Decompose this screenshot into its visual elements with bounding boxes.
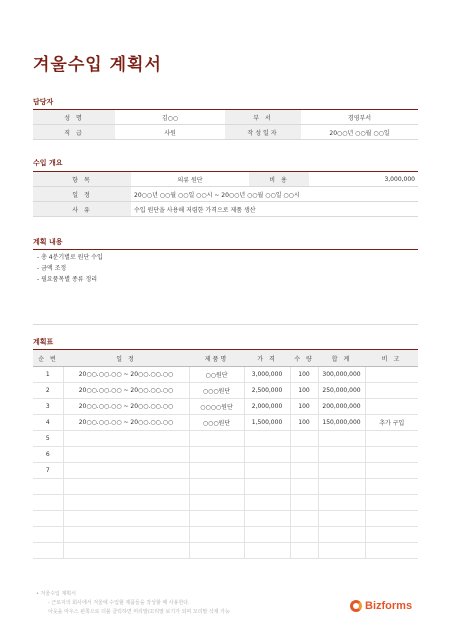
row-no[interactable] (33, 495, 63, 511)
row-total[interactable]: 300,000,000 (318, 367, 365, 383)
schedule-section-label: 계획표 (33, 338, 54, 346)
item-value[interactable]: 의류 원단 (131, 172, 249, 187)
row-qty[interactable] (290, 431, 318, 447)
schedule-body (33, 367, 418, 559)
row-no[interactable]: 1 (33, 367, 63, 383)
row-total[interactable] (318, 447, 365, 463)
row-note[interactable]: 추가 구입 (365, 415, 418, 431)
row-period[interactable] (63, 495, 189, 511)
manager-table (33, 109, 418, 140)
reason-value[interactable]: 수입 원단을 사용해 저렴한 가격으로 제품 생산 (131, 202, 418, 217)
row-product[interactable]: ○○○원단 (189, 383, 244, 399)
row-period[interactable] (63, 463, 189, 479)
plan-line: - 총 4분기별로 원단 수입 (37, 254, 103, 261)
row-period[interactable]: 20○○.○○.○○ ~ 20○○.○○.○○ (63, 415, 189, 431)
row-no[interactable]: 5 (33, 431, 63, 447)
row-period[interactable] (63, 511, 189, 527)
row-no[interactable] (33, 479, 63, 495)
row-total[interactable] (318, 543, 365, 559)
overview-row (33, 172, 418, 187)
header-price: 가 격 (244, 350, 290, 367)
row-price[interactable] (244, 511, 290, 527)
header-note: 비 고 (365, 350, 418, 367)
row-product[interactable] (189, 463, 244, 479)
row-price[interactable]: 1,500,000 (244, 415, 290, 431)
row-product[interactable] (189, 543, 244, 559)
row-qty[interactable] (290, 495, 318, 511)
row-price[interactable]: 2,000,000 (244, 399, 290, 415)
date-label: 작성일자 (225, 125, 301, 140)
row-qty[interactable] (290, 463, 318, 479)
table-row (33, 543, 418, 559)
plan-section-label: 계획 내용 (33, 238, 63, 246)
brand-name: Bizforms (365, 600, 413, 612)
table-row (33, 399, 418, 415)
row-product[interactable]: ○○○원단 (189, 415, 244, 431)
footer-line: • 겨울수입 계획서 (36, 591, 76, 597)
table-row (33, 415, 418, 431)
row-note[interactable] (365, 463, 418, 479)
table-row (33, 511, 418, 527)
row-period[interactable] (63, 447, 189, 463)
row-qty[interactable] (290, 447, 318, 463)
header-product: 제품명 (189, 350, 244, 367)
manager-section-label: 담당자 (33, 98, 54, 106)
row-product[interactable] (189, 479, 244, 495)
overview-table (33, 171, 418, 217)
row-period[interactable] (63, 543, 189, 559)
row-no[interactable]: 3 (33, 399, 63, 415)
row-no[interactable] (33, 527, 63, 543)
row-total[interactable]: 200,000,000 (318, 399, 365, 415)
rank-label: 직 급 (33, 125, 115, 140)
row-period[interactable] (63, 527, 189, 543)
row-note[interactable] (365, 367, 418, 383)
row-note[interactable] (365, 511, 418, 527)
overview-section-label: 수입 개요 (33, 159, 63, 167)
row-no[interactable]: 6 (33, 447, 63, 463)
row-product[interactable] (189, 527, 244, 543)
row-price[interactable] (244, 447, 290, 463)
cost-label: 비 용 (249, 172, 309, 187)
department-label: 부 서 (225, 110, 301, 125)
document-title: 겨울수입 계획서 (33, 55, 162, 75)
row-total[interactable] (318, 495, 365, 511)
period-value[interactable]: 20○○년 ○○월 ○○일 ○○시 ~ 20○○년 ○○월 ○○일 ○○시 (131, 187, 418, 202)
row-no[interactable] (33, 543, 63, 559)
row-qty[interactable]: 100 (290, 399, 318, 415)
row-qty[interactable] (290, 543, 318, 559)
name-label: 성 명 (33, 110, 115, 125)
reason-label: 사 유 (33, 202, 131, 217)
schedule-header-row (33, 350, 418, 367)
row-product[interactable] (189, 447, 244, 463)
row-price[interactable]: 3,000,000 (244, 367, 290, 383)
row-total[interactable] (318, 527, 365, 543)
row-price[interactable] (244, 543, 290, 559)
row-qty[interactable] (290, 511, 318, 527)
row-price[interactable] (244, 495, 290, 511)
row-note[interactable] (365, 399, 418, 415)
overview-row (33, 202, 418, 217)
brand-logo (350, 600, 412, 612)
row-no[interactable]: 4 (33, 415, 63, 431)
row-product[interactable] (189, 511, 244, 527)
footer-line: - 근로자의 회사에서 겨울에 수입할 제품들을 작성할 때 사용한다. (48, 600, 190, 606)
row-period[interactable] (63, 431, 189, 447)
row-product[interactable] (189, 495, 244, 511)
table-row (33, 431, 418, 447)
row-price[interactable] (244, 431, 290, 447)
row-note[interactable] (365, 495, 418, 511)
row-product[interactable]: ○○원단 (189, 367, 244, 383)
date-value[interactable]: 20○○년 ○○월 ○○일 (301, 125, 418, 140)
table-row (33, 495, 418, 511)
row-no[interactable]: 2 (33, 383, 63, 399)
plan-line: - 금액 조정 (37, 265, 67, 272)
item-label: 항 목 (33, 172, 131, 187)
bizforms-logo-icon (350, 600, 362, 612)
row-no[interactable]: 7 (33, 463, 63, 479)
row-total[interactable] (318, 463, 365, 479)
row-total[interactable]: 250,000,000 (318, 383, 365, 399)
row-product[interactable]: ○○○○원단 (189, 399, 244, 415)
row-note[interactable] (365, 527, 418, 543)
row-total[interactable]: 150,000,000 (318, 415, 365, 431)
table-row (33, 463, 418, 479)
table-row (33, 367, 418, 383)
header-qty: 수 량 (290, 350, 318, 367)
plan-content-box[interactable] (33, 249, 418, 325)
cost-value[interactable]: 3,000,000 (309, 172, 418, 187)
table-row (33, 447, 418, 463)
row-qty[interactable] (290, 479, 318, 495)
schedule-table (33, 349, 418, 559)
row-note[interactable] (365, 447, 418, 463)
table-row (33, 527, 418, 543)
row-note[interactable] (365, 383, 418, 399)
manager-row (33, 110, 418, 125)
footer-line: 아웃을 마우스 왼쪽으로 더블 클릭하면 머리말/꼬리말 보기가 되며 꼬리말 삭제 가능 (48, 609, 230, 615)
header-no: 순 번 (33, 350, 63, 367)
row-period[interactable]: 20○○.○○.○○ ~ 20○○.○○.○○ (63, 399, 189, 415)
header-total: 합 계 (318, 350, 365, 367)
row-price[interactable] (244, 463, 290, 479)
row-period[interactable]: 20○○.○○.○○ ~ 20○○.○○.○○ (63, 367, 189, 383)
rank-value[interactable]: 사원 (115, 125, 225, 140)
table-row (33, 479, 418, 495)
row-product[interactable] (189, 431, 244, 447)
period-label: 일 정 (33, 187, 131, 202)
row-qty[interactable]: 100 (290, 367, 318, 383)
header-period: 일 정 (63, 350, 189, 367)
row-total[interactable] (318, 511, 365, 527)
row-price[interactable]: 2,500,000 (244, 383, 290, 399)
footer-note (36, 590, 230, 617)
manager-row (33, 125, 418, 140)
row-price[interactable] (244, 479, 290, 495)
row-total[interactable] (318, 479, 365, 495)
row-qty[interactable]: 100 (290, 383, 318, 399)
row-price[interactable] (244, 527, 290, 543)
row-period[interactable] (63, 479, 189, 495)
row-no[interactable] (33, 511, 63, 527)
row-note[interactable] (365, 543, 418, 559)
row-period[interactable]: 20○○.○○.○○ ~ 20○○.○○.○○ (63, 383, 189, 399)
overview-row (33, 187, 418, 202)
row-note[interactable] (365, 479, 418, 495)
department-value[interactable]: 경영부서 (301, 110, 418, 125)
row-qty[interactable]: 100 (290, 415, 318, 431)
name-value[interactable]: 김○○ (115, 110, 225, 125)
row-qty[interactable] (290, 527, 318, 543)
row-note[interactable] (365, 431, 418, 447)
plan-line: - 필요품목별 종류 정리 (37, 276, 98, 283)
table-row (33, 383, 418, 399)
row-total[interactable] (318, 431, 365, 447)
